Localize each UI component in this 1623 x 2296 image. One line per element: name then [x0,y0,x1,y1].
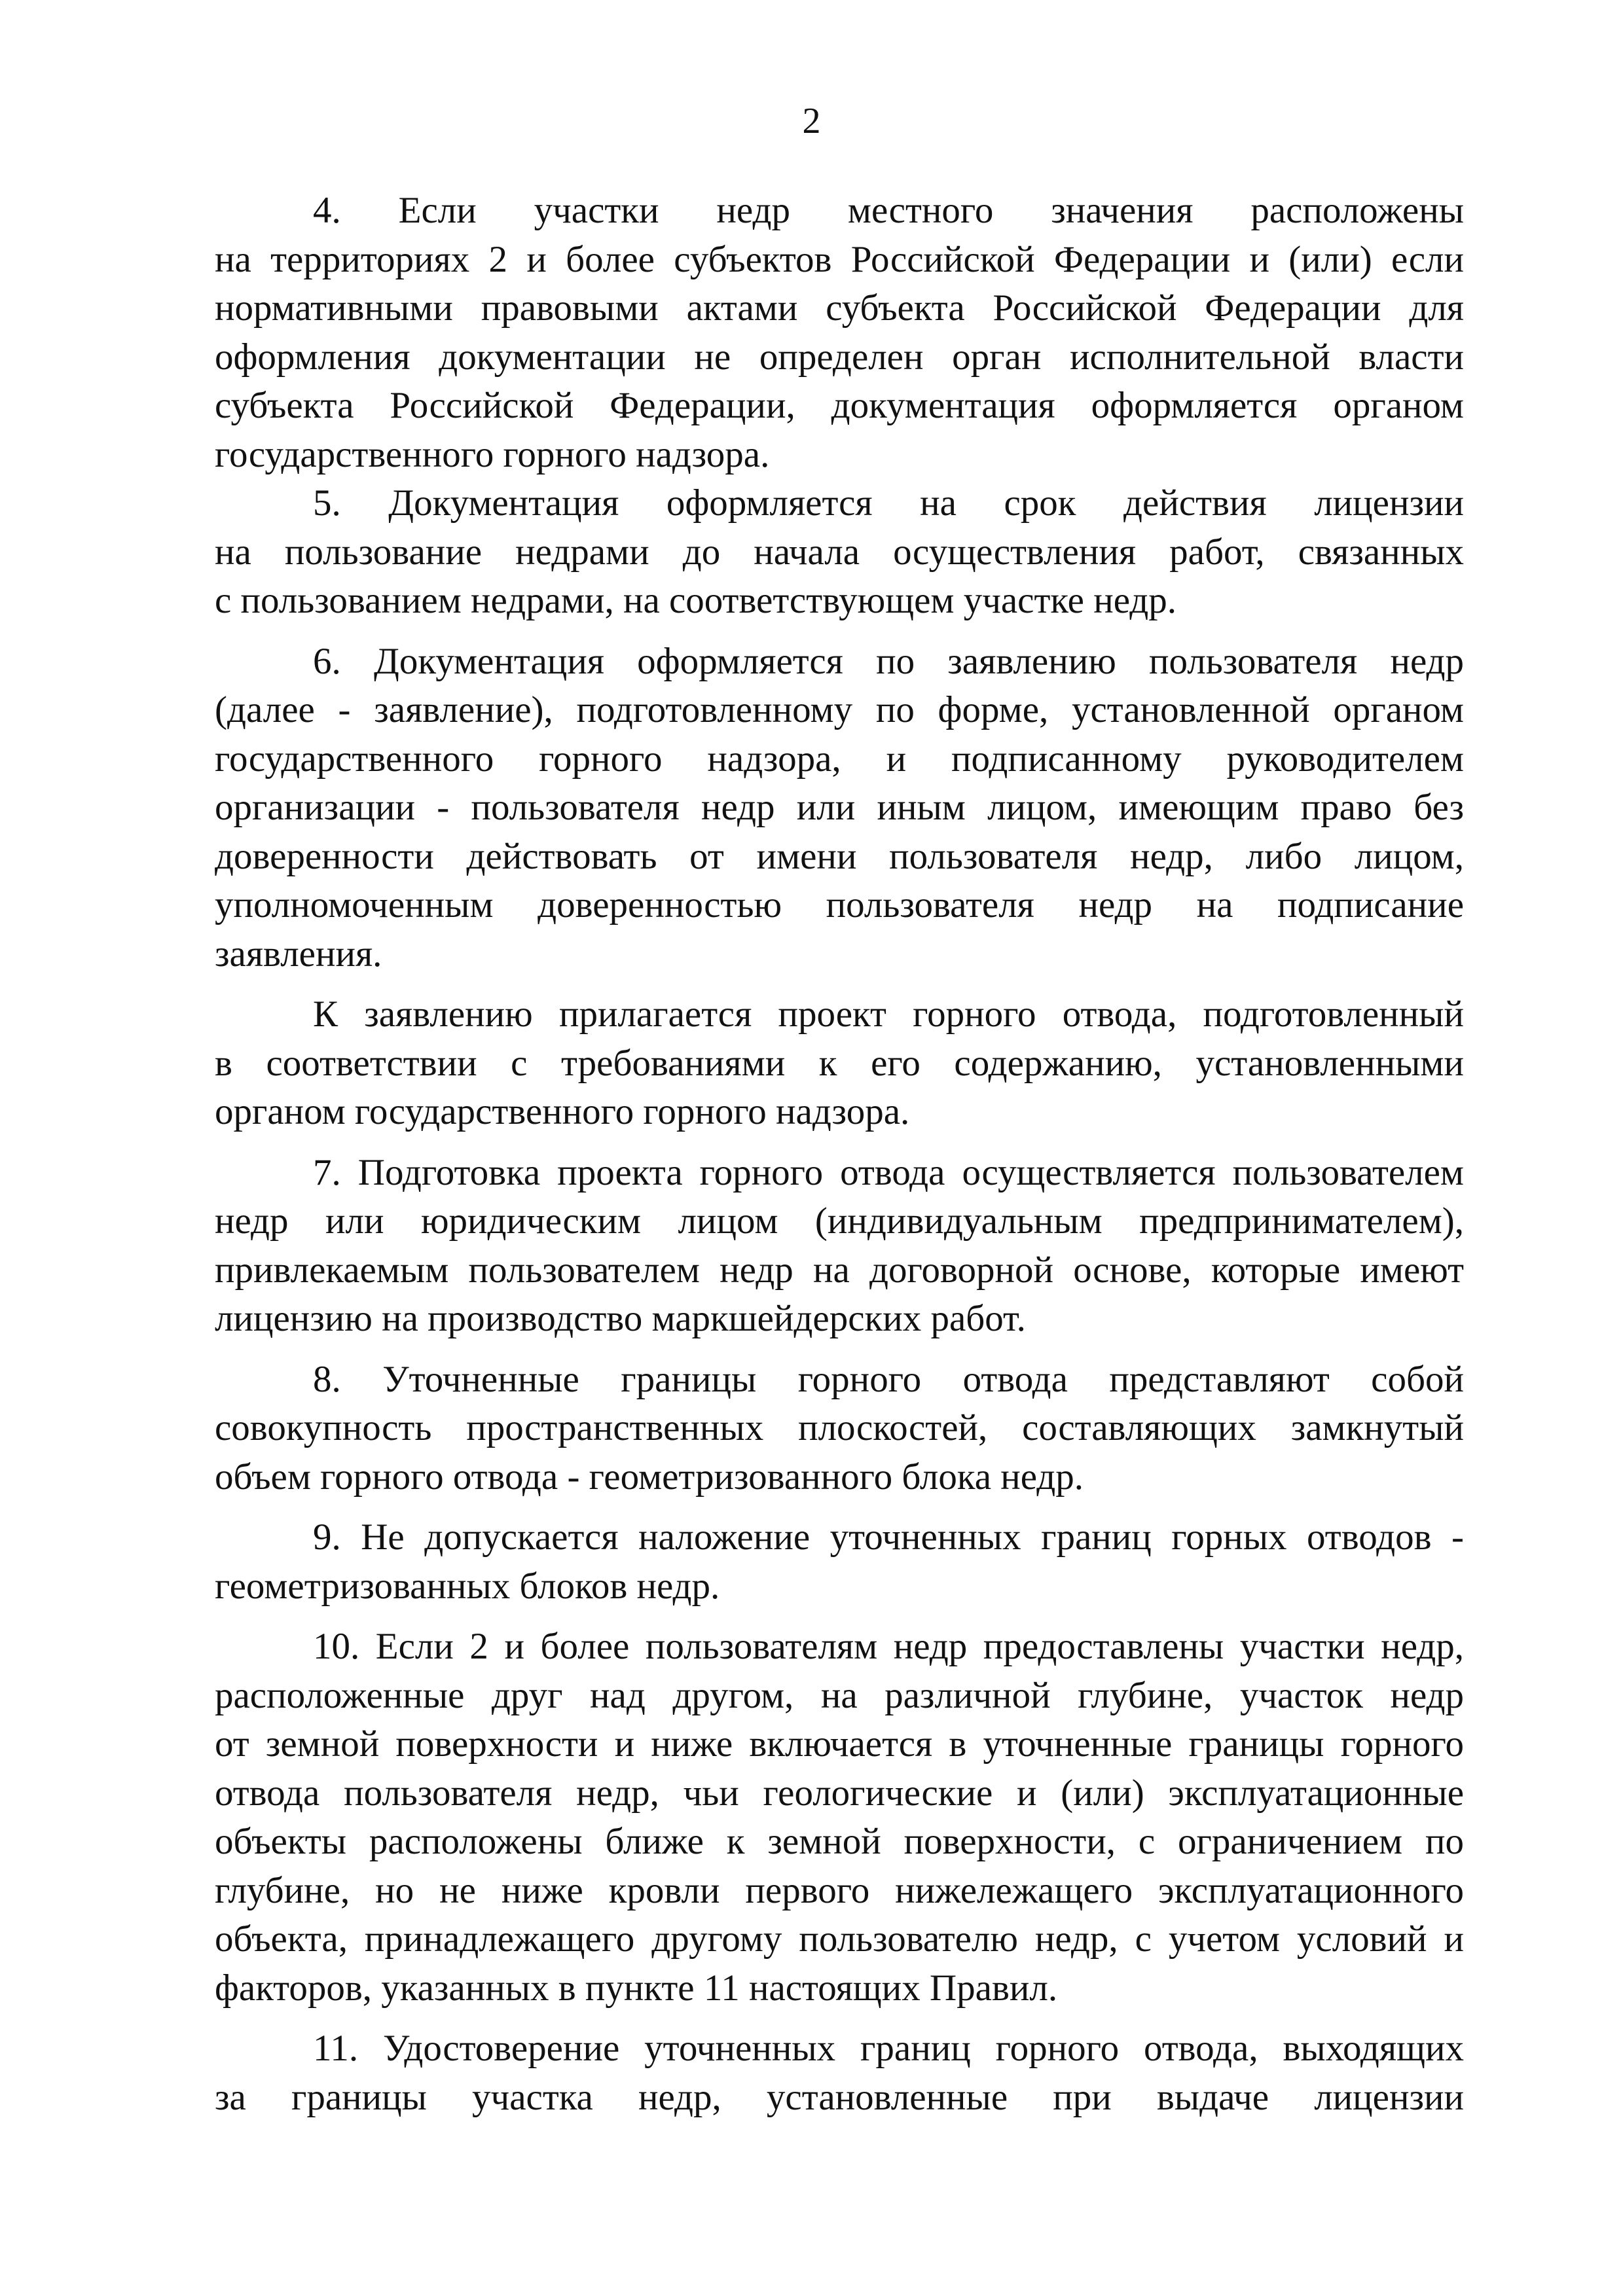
text-line: объем горного отвода - геометризованного блока недр. [215,1456,1084,1498]
page-number: 2 [802,101,821,141]
paragraph-6-attachment [215,990,1464,1137]
text-line: геометризованных блоков недр. [215,1565,720,1607]
paragraph-7 [215,1149,1464,1344]
text-line: факторов, указанных в пункте 11 настоящих Правил. [215,1967,1058,2009]
text-line: доверенности действовать от имени пользователя недр, либо лицом, [215,835,1464,877]
text-line: 4. Если участки недр местного значения расположены [313,190,1464,231]
text-line: органом государственного горного надзора. [215,1091,910,1132]
text-line: 6. Документация оформляется по заявлению пользователя недр [313,640,1464,682]
text-line: оформления документации не определен орган исполнительной власти [215,336,1464,378]
text-line: на пользование недрами до начала осуществления работ, связанных [215,531,1464,573]
text-line: привлекаемым пользователем недр на договорной основе, которые имеют [215,1249,1464,1291]
text-line: 9. Не допускается наложение уточненных границ горных отводов - [313,1516,1464,1558]
text-line: уполномоченным доверенностью пользователя недр на подписание [215,884,1464,925]
paragraph-5 [215,479,1464,626]
text-line: совокупность пространственных плоскостей, составляющих замкнутый [215,1407,1464,1448]
text-line: объекты расположены ближе к земной поверхности, с ограничением по [215,1821,1464,1862]
text-line: отвода пользователя недр, чьи геологические и (или) эксплуатационные [215,1772,1464,1814]
text-line: с пользованием недрами, на соответствующем участке недр. [215,580,1177,621]
text-line: нормативными правовыми актами субъекта Российской Федерации для [215,287,1464,329]
text-line: лицензию на производство маркшейдерских работ. [215,1298,1026,1339]
text-line: 11. Удостоверение уточненных границ горного отвода, выходящих [313,2028,1464,2069]
paragraph-4 [215,187,1464,479]
paragraph-8 [215,1355,1464,1502]
paragraph-11 [215,2024,1464,2122]
text-line: 5. Документация оформляется на срок действия лицензии [313,482,1464,524]
text-line: заявления. [215,933,382,975]
text-line: К заявлению прилагается проект горного отвода, подготовленный [313,994,1464,1035]
text-line: расположенные друг над другом, на различной глубине, участок недр [215,1674,1464,1716]
paragraph-9 [215,1513,1464,1611]
text-line: 7. Подготовка проекта горного отвода осуществляется пользователем [313,1151,1464,1193]
text-line: за границы участка недр, установленные при выдаче лицензии [215,2076,1464,2118]
document-body [215,187,1464,2122]
paragraph-6 [215,637,1464,979]
text-line: государственного горного надзора. [215,433,770,475]
text-line: на территориях 2 и более субъектов Российской Федерации и (или) если [215,238,1464,280]
text-line: недр или юридическим лицом (индивидуальным предпринимателем), [215,1200,1464,1242]
paragraph-10 [215,1623,1464,2013]
text-line: государственного горного надзора, и подписанному руководителем [215,738,1464,780]
text-line: 10. Если 2 и более пользователям недр предоставлены участки недр, [313,1626,1464,1667]
text-line: 8. Уточненные границы горного отвода представляют собой [313,1358,1464,1400]
text-line: в соответствии с требованиями к его содержанию, установленными [215,1042,1464,1084]
text-line: организации - пользователя недр или иным лицом, имеющим право без [215,787,1464,828]
text-line: от земной поверхности и ниже включается в уточненные границы горного [215,1723,1464,1765]
text-line: объекта, принадлежащего другому пользователю недр, с учетом условий и [215,1918,1464,1960]
text-line: (далее - заявление), подготовленному по форме, установленной органом [215,689,1464,730]
text-line: глубине, но не ниже кровли первого нижележащего эксплуатационного [215,1869,1464,1911]
text-line: субъекта Российской Федерации, документация оформляется органом [215,385,1464,426]
